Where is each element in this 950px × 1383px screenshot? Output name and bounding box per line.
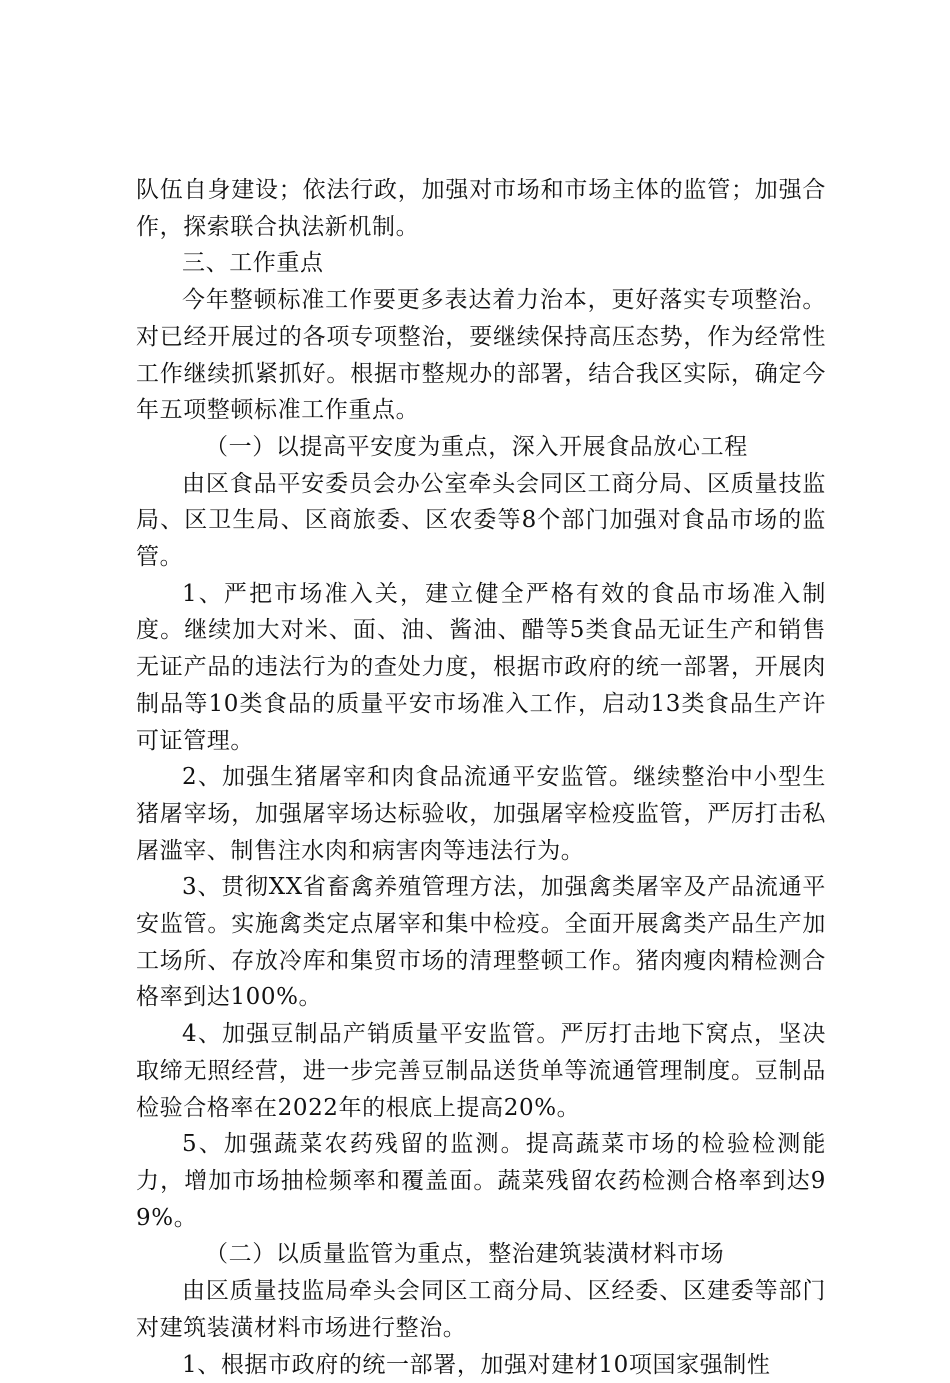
list-item-5-vegetables: 5、加强蔬菜农药残留的监测。提高蔬菜市场的检验检测能力，增加市场抽检频率和覆盖面。蔬菜残留农药检测合格率到达99%。 [136,1126,826,1236]
list-item-1-market-access: 1、严把市场准入关，建立健全严格有效的食品市场准入制度。继续加大对米、面、油、酱油、醋等5类食品无证生产和销售无证产品的违法行为的查处力度，根据市政府的统一部署，开展肉制品等10类食品的质量平安市场准入工作，启动13类食品生产许可证管理。 [136,576,826,760]
subsection-heading-food-safety: （一）以提高平安度为重点，深入开展食品放心工程 [136,429,826,466]
list-item-1-building-standards: 1、根据市政府的统一部署，加强对建材10项国家强制性 [136,1347,826,1383]
list-item-4-bean-products: 4、加强豆制品产销质量平安监管。严厉打击地下窝点，坚决取缔无照经营，进一步完善豆制品送货单等流通管理制度。豆制品检验合格率在2022年的根底上提高20%。 [136,1016,826,1126]
paragraph-intro: 今年整顿标准工作要更多表达着力治本，更好落实专项整治。对已经开展过的各项专项整治，要继续保持高压态势，作为经常性工作继续抓紧抓好。根据市整规办的部署，结合我区实际，确定今年五项整顿标准工作重点。 [136,282,826,429]
paragraph-food-lead: 由区食品平安委员会办公室牵头会同区工商分局、区质量技监局、区卫生局、区商旅委、区农委等8个部门加强对食品市场的监管。 [136,466,826,576]
paragraph-building-lead: 由区质量技监局牵头会同区工商分局、区经委、区建委等部门对建筑装潢材料市场进行整治。 [136,1273,826,1346]
subsection-heading-building-materials: （二）以质量监管为重点，整治建筑装潢材料市场 [136,1236,826,1273]
paragraph-continuation: 队伍自身建设；依法行政，加强对市场和市场主体的监管；加强合作，探索联合执法新机制。 [136,172,826,245]
list-item-2-pig-slaughter: 2、加强生猪屠宰和肉食品流通平安监管。继续整治中小型生猪屠宰场，加强屠宰场达标验收，加强屠宰检疫监管，严厉打击私屠滥宰、制售注水肉和病害肉等违法行为。 [136,759,826,869]
document-body [136,172,826,1383]
section-heading-work-focus: 三、工作重点 [136,245,826,282]
list-item-3-poultry: 3、贯彻XX省畜禽养殖管理方法，加强禽类屠宰及产品流通平安监管。实施禽类定点屠宰和集中检疫。全面开展禽类产品生产加工场所、存放冷库和集贸市场的清理整顿工作。猪肉瘦肉精检测合格率到达100%。 [136,869,826,1016]
